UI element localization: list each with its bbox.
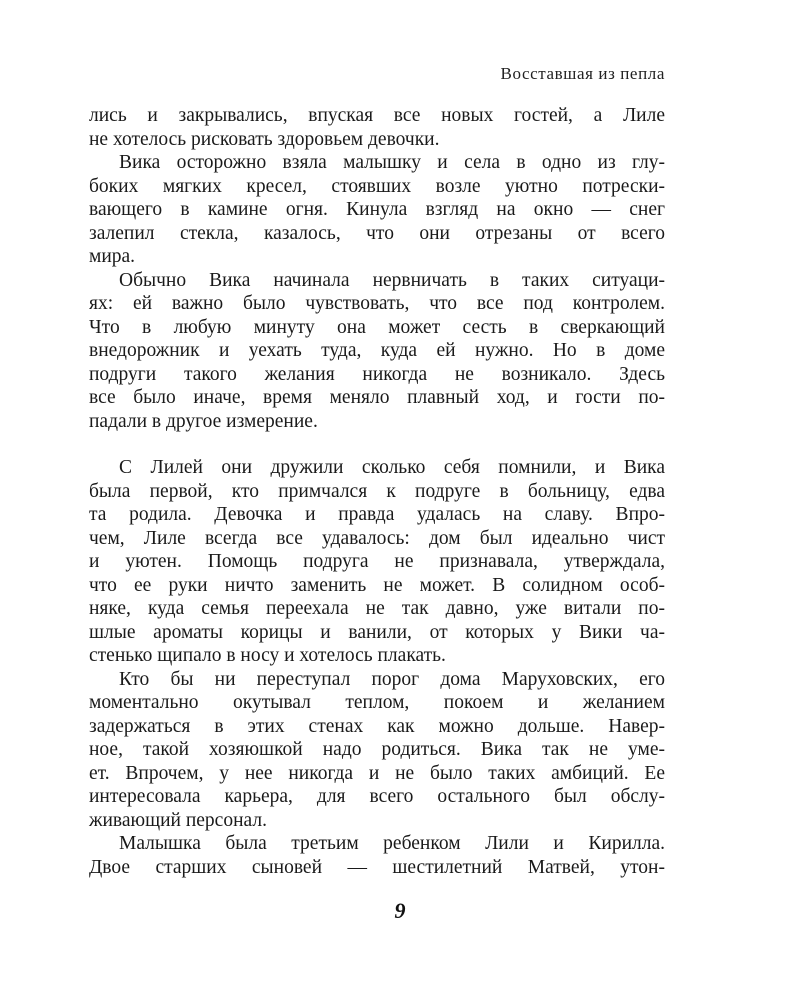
- text-line: лись и закрывались, впуская все новых гостей, а Лиле: [89, 105, 665, 126]
- text-line: вающего в камине огня. Кинула взгляд на окно — снег: [89, 199, 665, 220]
- text-line: была первой, кто примчался к подруге в больницу, едва: [89, 480, 665, 502]
- text-line: задержаться в этих стенах как можно дольше. Навер-: [89, 715, 665, 737]
- text-line: ях: ей важно было чувствовать, что все под контролем.: [89, 293, 665, 314]
- text-line: живающий персонал.: [89, 809, 267, 831]
- text-line: няке, куда семья переехала не так давно, уже витали по-: [89, 598, 665, 619]
- body-text: [89, 104, 665, 879]
- text-line: боких мягких кресел, стоявших возле уютно потрески-: [89, 175, 665, 197]
- text-line: падали в другое измерение.: [89, 410, 318, 432]
- text-line: Малышка была третьим ребенком Лили и Кирилла.: [119, 833, 665, 854]
- text-line: Двое старших сыновей — шестилетний Матвей, утон-: [89, 856, 665, 878]
- text-line: Что в любую минуту она может сесть в сверкающий: [89, 316, 665, 338]
- text-line: внедорожник и уехать туда, куда ей нужно. Но в доме: [89, 340, 665, 361]
- text-line: не хотелось рисковать здоровьем девочки.: [89, 128, 440, 150]
- text-line: мира.: [89, 246, 136, 267]
- text-line: Обычно Вика начинала нервничать в таких ситуаци-: [119, 269, 665, 291]
- paragraph: [89, 151, 665, 269]
- text-line: С Лилей они дружили сколько себя помнили, и Вика: [119, 457, 665, 478]
- running-header: Восставшая из пепла: [500, 64, 665, 83]
- text-line: и уютен. Помощь подруга не признавала, утверждала,: [89, 551, 665, 572]
- text-line: моментально окутывал теплом, покоем и желанием: [89, 692, 665, 713]
- text-line: Кто бы ни переступал порог дома Маруховских, его: [119, 668, 665, 690]
- text-line: что ее руки ничто заменить не может. В солидном особ-: [89, 574, 665, 596]
- paragraph: [89, 832, 665, 879]
- text-line: чем, Лиле всегда все удавалось: дом был идеально чист: [89, 527, 665, 549]
- paragraph: [89, 269, 665, 434]
- text-line: шлые ароматы корицы и ванили, от которых у Вики ча-: [89, 621, 665, 643]
- text-line: залепил стекла, казалось, что они отрезаны от всего: [89, 222, 665, 244]
- text-line: та родила. Девочка и правда удалась на славу. Впро-: [89, 504, 665, 525]
- text-line: ное, такой хозяюшкой надо родиться. Вика так не уме-: [89, 739, 665, 760]
- section-break: [89, 433, 665, 456]
- page-number: 9: [394, 898, 406, 923]
- text-line: ет. Впрочем, у нее никогда и не было таких амбиций. Ее: [89, 762, 665, 784]
- text-line: подруги такого желания никогда не возникало. Здесь: [89, 363, 665, 385]
- paragraph: [89, 456, 665, 668]
- text-line: стенько щипало в носу и хотелось плакать.: [89, 645, 446, 666]
- text-line: интересовала карьера, для всего остального был обслу-: [89, 786, 665, 807]
- text-line: все было иначе, время меняло плавный ход, и гости по-: [89, 387, 665, 408]
- paragraph: [89, 668, 665, 833]
- paragraph: [89, 104, 665, 151]
- text-line: Вика осторожно взяла малышку и села в одно из глу-: [119, 152, 665, 173]
